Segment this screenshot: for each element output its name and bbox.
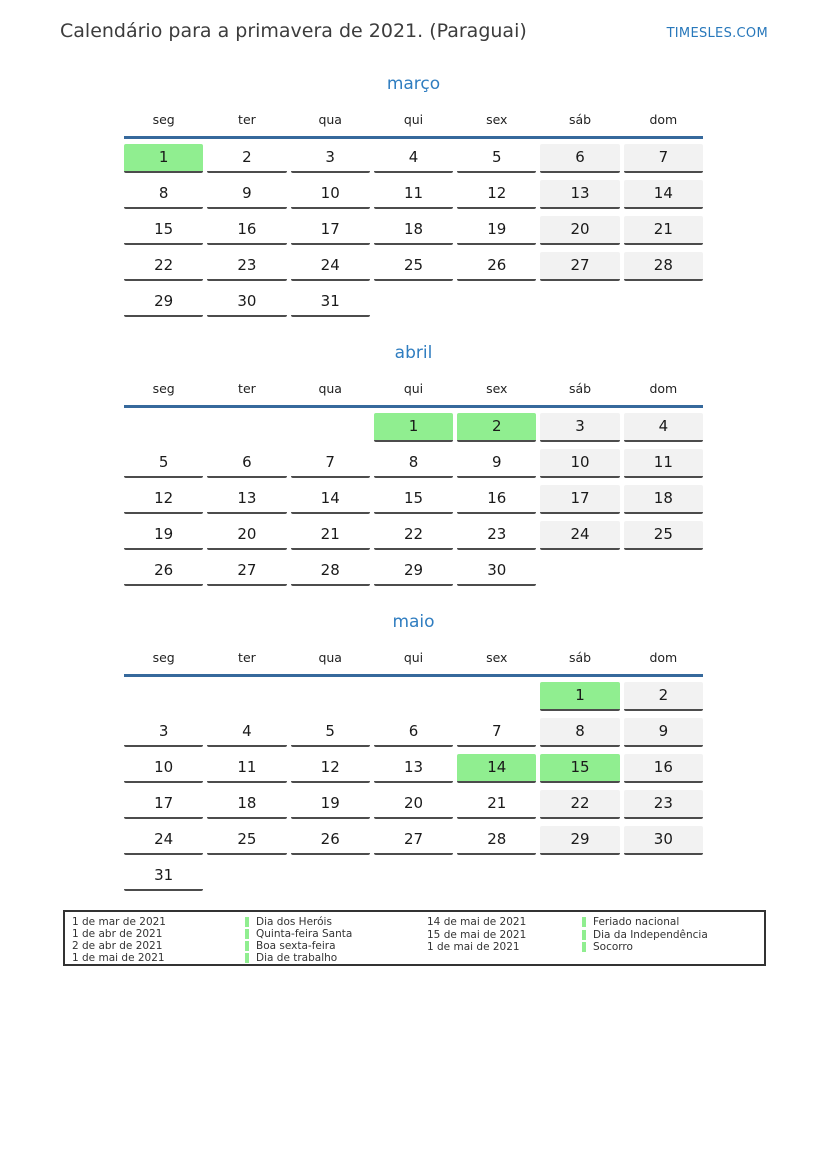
- legend-date: 1 de mai de 2021: [427, 941, 520, 954]
- legend-column: [72, 916, 427, 964]
- empty-cell: [291, 682, 370, 711]
- legend-entry: [72, 916, 427, 928]
- day-grid: [124, 682, 703, 891]
- day-cell-weekend: 18: [624, 485, 703, 514]
- empty-cell: [457, 682, 536, 711]
- legend-holiday-name: Quinta-feira Santa: [256, 928, 353, 940]
- empty-cell: [291, 413, 370, 442]
- day-cell-day: 19: [124, 521, 203, 550]
- legend-date: 15 de mai de 2021: [427, 928, 527, 941]
- legend-holiday-name: Dia da Independência: [593, 928, 708, 941]
- holiday-color-swatch: [582, 930, 586, 940]
- day-cell-weekend: 3: [540, 413, 619, 442]
- day-cell-weekend: 17: [540, 485, 619, 514]
- day-cell-day: 10: [291, 180, 370, 209]
- legend-date: 1 de mar de 2021: [72, 916, 166, 928]
- day-cell-day: 4: [207, 718, 286, 747]
- day-cell-day: 18: [207, 790, 286, 819]
- day-cell-day: 19: [291, 790, 370, 819]
- weekday-label: sex: [486, 650, 508, 665]
- day-cell-day: 5: [457, 144, 536, 173]
- day-cell-day: 4: [374, 144, 453, 173]
- day-grid: [124, 413, 703, 586]
- weekday-header-row: [124, 112, 703, 127]
- day-cell-day: 21: [291, 521, 370, 550]
- holiday-legend: [63, 910, 766, 966]
- empty-cell: [124, 413, 203, 442]
- day-cell-weekend: 27: [540, 252, 619, 281]
- day-cell-day: 24: [291, 252, 370, 281]
- weekday-label: qui: [403, 112, 424, 127]
- day-cell-holiday: 2: [457, 413, 536, 442]
- day-cell-weekend: 10: [540, 449, 619, 478]
- empty-cell: [540, 288, 619, 317]
- holiday-color-swatch: [582, 942, 586, 952]
- weekday-label: seg: [152, 112, 175, 127]
- day-cell-day: 7: [291, 449, 370, 478]
- legend-entry: [427, 929, 764, 942]
- empty-cell: [374, 862, 453, 891]
- day-cell-day: 11: [207, 754, 286, 783]
- day-cell-weekend: 16: [624, 754, 703, 783]
- weekday-label: ter: [238, 381, 256, 396]
- day-cell-day: 31: [124, 862, 203, 891]
- page-header: [60, 20, 768, 42]
- legend-entry: [427, 916, 764, 929]
- day-cell-day: 17: [291, 216, 370, 245]
- page-title: Calendário para a primavera de 2021. (Paraguai): [60, 20, 527, 42]
- day-cell-day: 5: [291, 718, 370, 747]
- day-cell-day: 18: [374, 216, 453, 245]
- day-cell-day: 28: [457, 826, 536, 855]
- day-cell-day: 13: [374, 754, 453, 783]
- empty-cell: [291, 862, 370, 891]
- empty-cell: [124, 682, 203, 711]
- day-cell-weekend: 21: [624, 216, 703, 245]
- day-cell-day: 6: [374, 718, 453, 747]
- day-cell-day: 17: [124, 790, 203, 819]
- empty-cell: [374, 288, 453, 317]
- day-cell-day: 8: [124, 180, 203, 209]
- legend-holiday-name: Dia dos Heróis: [256, 916, 332, 928]
- day-cell-holiday: 1: [540, 682, 619, 711]
- day-cell-day: 23: [457, 521, 536, 550]
- weekday-label: dom: [649, 381, 678, 396]
- legend-holiday-name: Feriado nacional: [593, 916, 680, 929]
- day-cell-holiday: 1: [374, 413, 453, 442]
- day-cell-day: 15: [374, 485, 453, 514]
- weekday-label: ter: [238, 650, 256, 665]
- day-cell-weekend: 29: [540, 826, 619, 855]
- legend-entry: [72, 928, 427, 940]
- day-cell-weekend: 7: [624, 144, 703, 173]
- empty-cell: [457, 862, 536, 891]
- day-cell-holiday: 1: [124, 144, 203, 173]
- day-grid: [124, 144, 703, 317]
- day-cell-weekend: 24: [540, 521, 619, 550]
- empty-cell: [207, 413, 286, 442]
- weekday-label: dom: [649, 650, 678, 665]
- legend-entry: [72, 940, 427, 952]
- day-cell-day: 25: [374, 252, 453, 281]
- day-cell-day: 30: [457, 557, 536, 586]
- day-cell-day: 14: [291, 485, 370, 514]
- day-cell-weekend: 28: [624, 252, 703, 281]
- day-cell-day: 10: [124, 754, 203, 783]
- day-cell-weekend: 20: [540, 216, 619, 245]
- day-cell-day: 20: [207, 521, 286, 550]
- day-cell-day: 21: [457, 790, 536, 819]
- day-cell-weekend: 30: [624, 826, 703, 855]
- day-cell-weekend: 25: [624, 521, 703, 550]
- weekday-header-row: [124, 381, 703, 396]
- legend-column: [427, 916, 764, 964]
- day-cell-day: 29: [124, 288, 203, 317]
- month-title: março: [386, 74, 441, 94]
- weekday-label: sex: [486, 112, 508, 127]
- weekday-label: qui: [403, 381, 424, 396]
- holiday-color-swatch: [245, 917, 249, 927]
- day-cell-day: 25: [207, 826, 286, 855]
- day-cell-weekend: 9: [624, 718, 703, 747]
- header-rule: [124, 136, 703, 139]
- month-title: maio: [392, 612, 435, 632]
- month-abril: [124, 343, 703, 586]
- day-cell-day: 22: [124, 252, 203, 281]
- day-cell-day: 12: [291, 754, 370, 783]
- legend-entry: [72, 952, 427, 964]
- day-cell-day: 23: [207, 252, 286, 281]
- weekday-label: sáb: [569, 650, 592, 665]
- weekday-header-row: [124, 650, 703, 665]
- day-cell-day: 26: [291, 826, 370, 855]
- day-cell-day: 9: [207, 180, 286, 209]
- empty-cell: [374, 682, 453, 711]
- day-cell-day: 31: [291, 288, 370, 317]
- day-cell-day: 20: [374, 790, 453, 819]
- months-container: [124, 74, 703, 891]
- weekday-label: sáb: [569, 381, 592, 396]
- month-title: abril: [394, 343, 433, 363]
- day-cell-day: 16: [207, 216, 286, 245]
- legend-holiday-name: Dia de trabalho: [256, 952, 338, 964]
- day-cell-day: 24: [124, 826, 203, 855]
- holiday-color-swatch: [245, 941, 249, 951]
- weekday-label: sex: [486, 381, 508, 396]
- weekday-label: qua: [318, 112, 342, 127]
- day-cell-day: 13: [207, 485, 286, 514]
- day-cell-day: 11: [374, 180, 453, 209]
- legend-date: 1 de abr de 2021: [72, 928, 163, 940]
- day-cell-day: 5: [124, 449, 203, 478]
- day-cell-day: 27: [374, 826, 453, 855]
- weekday-label: qua: [318, 650, 342, 665]
- holiday-color-swatch: [245, 953, 249, 963]
- empty-cell: [540, 862, 619, 891]
- legend-holiday-name: Boa sexta-feira: [256, 940, 336, 952]
- day-cell-weekend: 14: [624, 180, 703, 209]
- day-cell-day: 28: [291, 557, 370, 586]
- weekday-label: ter: [238, 112, 256, 127]
- day-cell-day: 2: [207, 144, 286, 173]
- empty-cell: [207, 682, 286, 711]
- day-cell-day: 26: [457, 252, 536, 281]
- day-cell-day: 29: [374, 557, 453, 586]
- day-cell-day: 3: [124, 718, 203, 747]
- day-cell-day: 12: [457, 180, 536, 209]
- holiday-color-swatch: [245, 929, 249, 939]
- day-cell-day: 19: [457, 216, 536, 245]
- legend-date: 2 de abr de 2021: [72, 940, 163, 952]
- month-maio: [124, 612, 703, 891]
- day-cell-weekend: 2: [624, 682, 703, 711]
- day-cell-day: 3: [291, 144, 370, 173]
- weekday-label: dom: [649, 112, 678, 127]
- day-cell-weekend: 11: [624, 449, 703, 478]
- day-cell-day: 27: [207, 557, 286, 586]
- weekday-label: sáb: [569, 112, 592, 127]
- day-cell-weekend: 6: [540, 144, 619, 173]
- weekday-label: seg: [152, 381, 175, 396]
- day-cell-weekend: 13: [540, 180, 619, 209]
- month-março: [124, 74, 703, 317]
- day-cell-day: 12: [124, 485, 203, 514]
- day-cell-day: 26: [124, 557, 203, 586]
- day-cell-weekend: 8: [540, 718, 619, 747]
- empty-cell: [624, 862, 703, 891]
- legend-date: 14 de mai de 2021: [427, 916, 527, 929]
- legend-entry: [427, 941, 764, 954]
- holiday-color-swatch: [582, 917, 586, 927]
- day-cell-holiday: 15: [540, 754, 619, 783]
- weekday-label: qua: [318, 381, 342, 396]
- day-cell-weekend: 22: [540, 790, 619, 819]
- day-cell-holiday: 14: [457, 754, 536, 783]
- site-link[interactable]: TIMESLES.COM: [666, 26, 768, 41]
- day-cell-day: 9: [457, 449, 536, 478]
- header-rule: [124, 674, 703, 677]
- legend-date: 1 de mai de 2021: [72, 952, 165, 964]
- day-cell-day: 15: [124, 216, 203, 245]
- empty-cell: [624, 557, 703, 586]
- day-cell-weekend: 4: [624, 413, 703, 442]
- weekday-label: qui: [403, 650, 424, 665]
- empty-cell: [457, 288, 536, 317]
- empty-cell: [207, 862, 286, 891]
- day-cell-day: 30: [207, 288, 286, 317]
- empty-cell: [624, 288, 703, 317]
- header-rule: [124, 405, 703, 408]
- day-cell-day: 7: [457, 718, 536, 747]
- weekday-label: seg: [152, 650, 175, 665]
- legend-holiday-name: Socorro: [593, 941, 633, 954]
- day-cell-day: 22: [374, 521, 453, 550]
- day-cell-day: 16: [457, 485, 536, 514]
- empty-cell: [540, 557, 619, 586]
- day-cell-weekend: 23: [624, 790, 703, 819]
- day-cell-day: 8: [374, 449, 453, 478]
- day-cell-day: 6: [207, 449, 286, 478]
